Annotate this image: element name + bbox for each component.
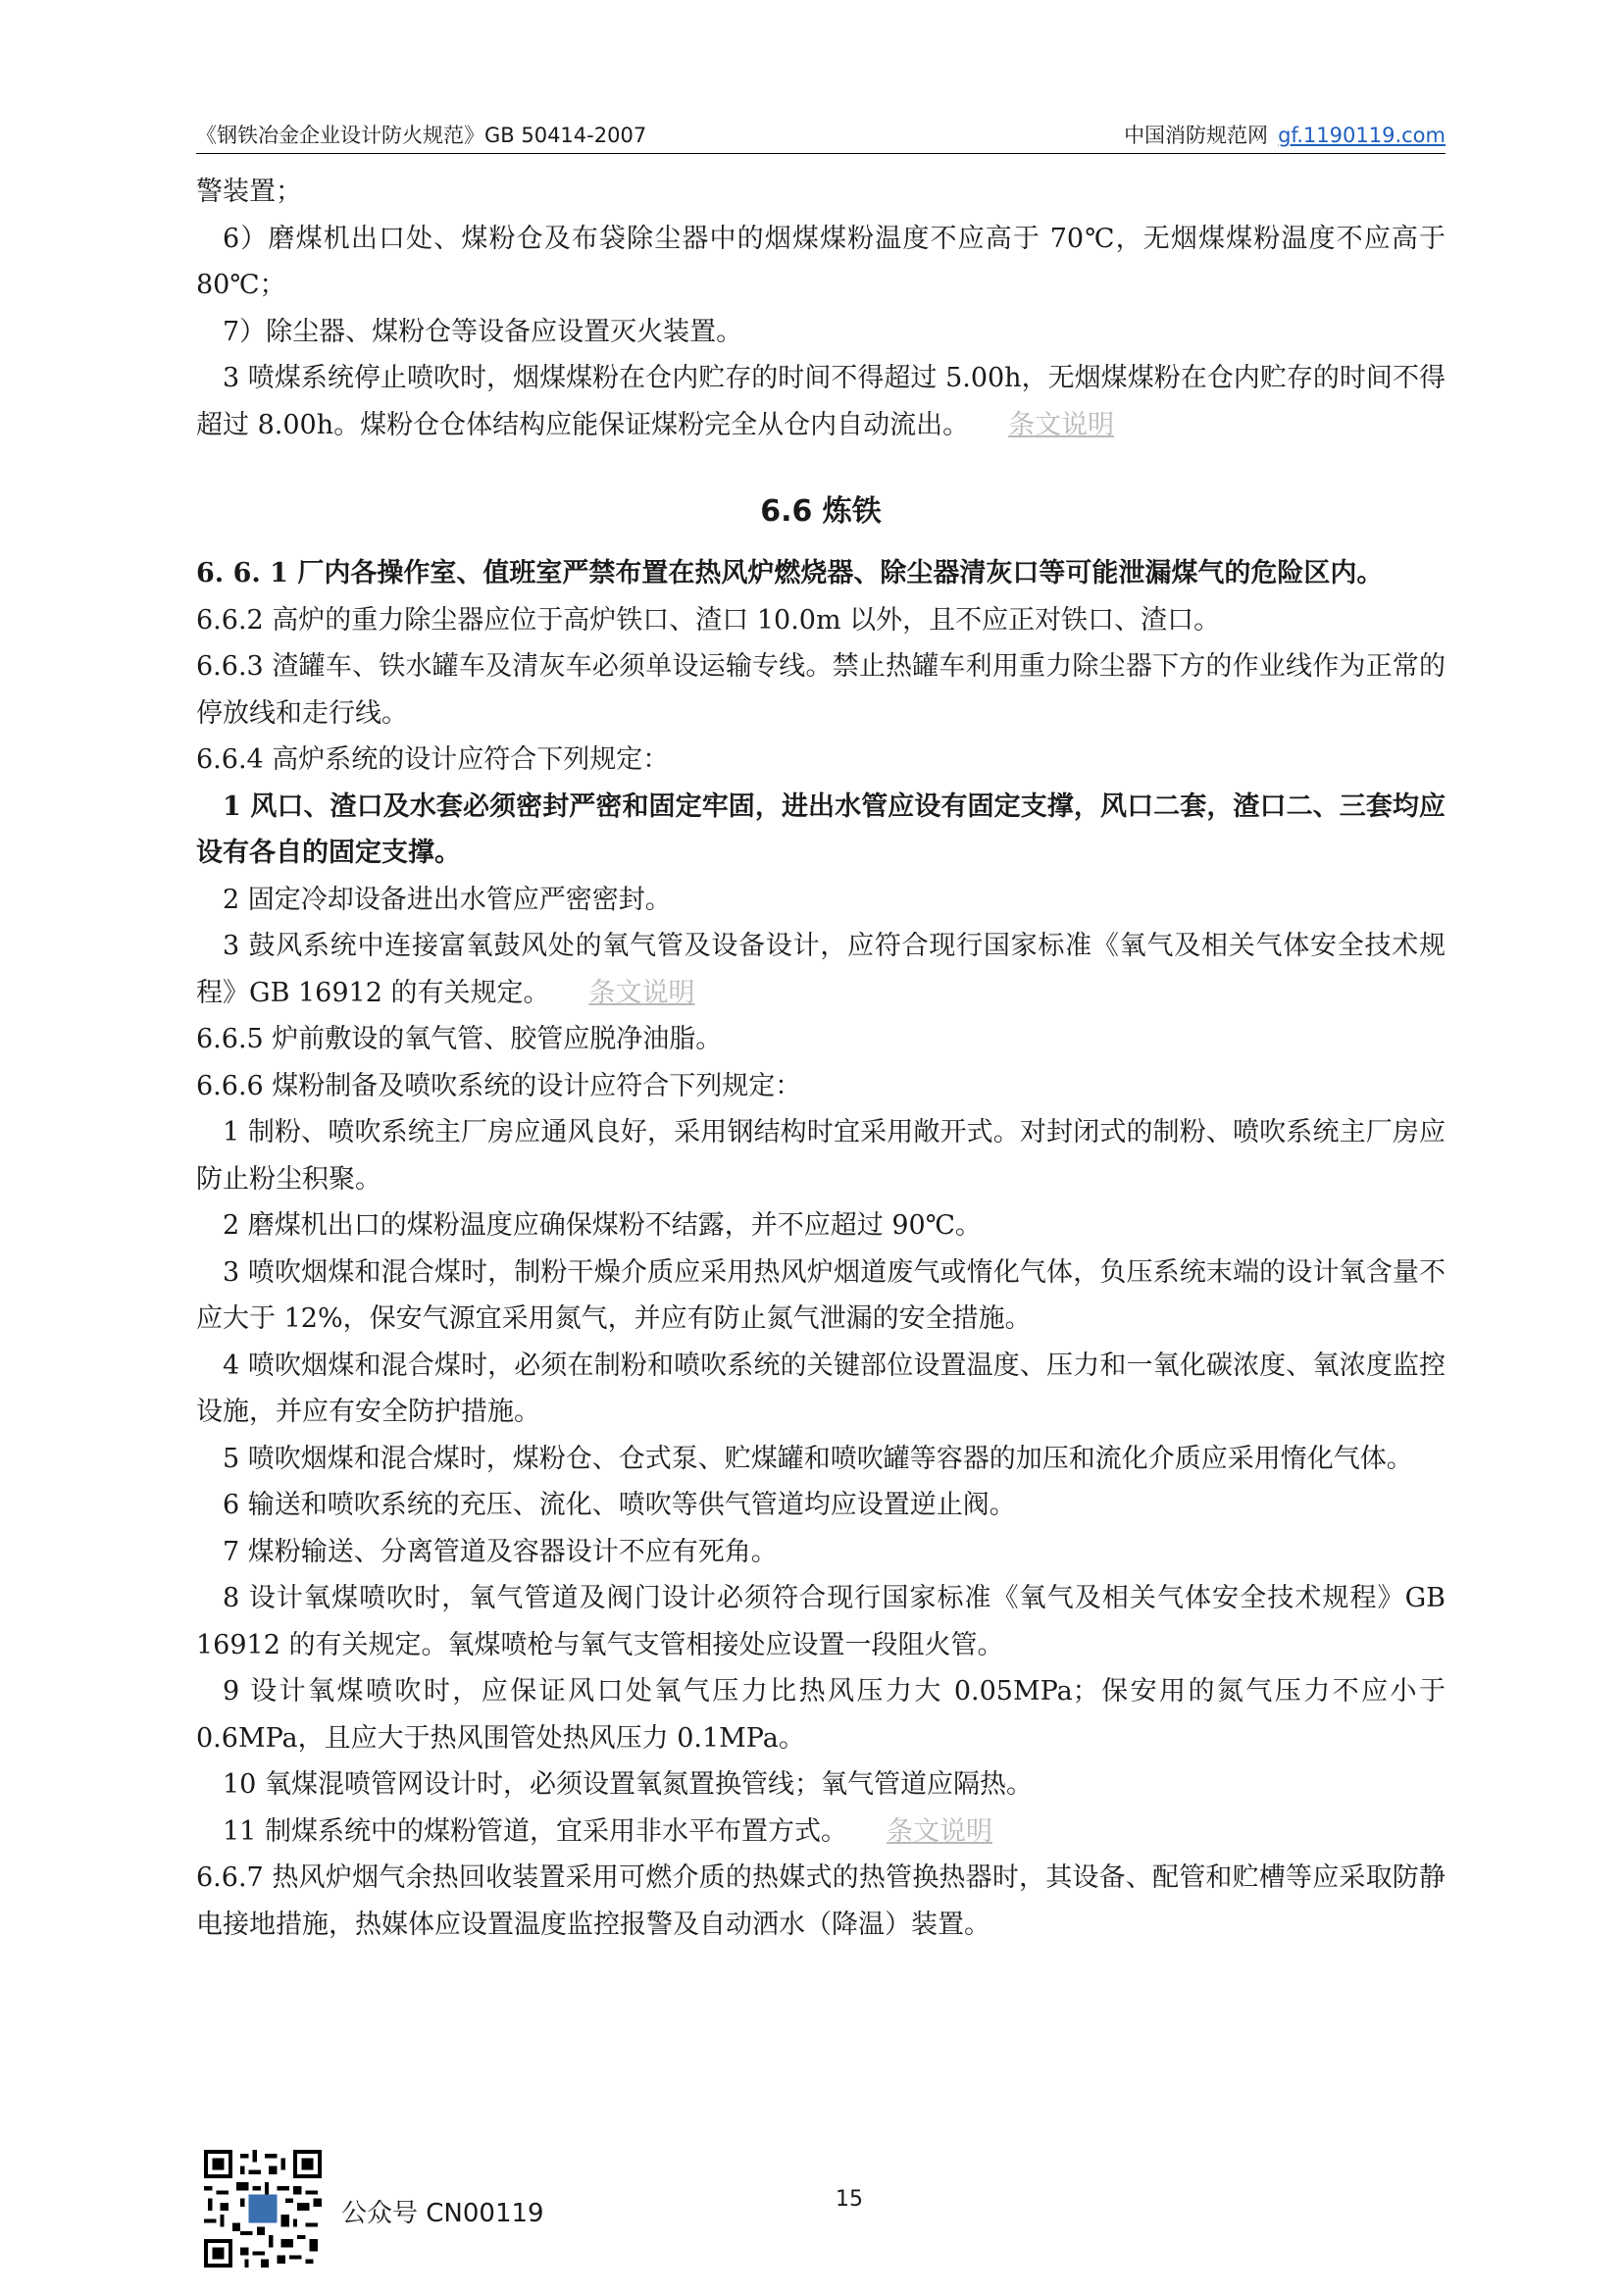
clause-6-6-6: 6.6.6 煤粉制备及喷吹系统的设计应符合下列规定： [196,1070,802,1101]
clause-item: 1 风口、渣口及水套必须密封严密和固定牢固，进出水管应设有固定支撑，风口二套，渣口二、三套均应设有各自的固定支撑。 [196,790,1446,868]
site-link[interactable]: gf.1190119.com [1278,124,1446,147]
document-body [196,169,1446,1948]
clause-item: 5 喷吹烟煤和混合煤时，煤粉仓、仓式泵、贮煤罐和喷吹罐等容器的加压和流化介质应采用惰化气体。 [223,1443,1413,1474]
clause-item: 2 固定冷却设备进出水管应严密密封。 [223,884,672,915]
clause-item [196,923,1446,1016]
paragraph: 警装置； [196,177,302,207]
clause-item: 9 设计氧煤喷吹时，应保证风口处氧气压力比热风压力大 0.05MPa；保安用的氮气压力不应小于 0.6MPa，且应大于热风围管处热风压力 0.1MPa。 [196,1676,1446,1754]
clause-6-6-5: 6.6.5 炉前敷设的氧气管、胶管应脱净油脂。 [196,1024,723,1054]
clause-6-6-1: 6. 6. 1 厂内各操作室、值班室严禁布置在热风炉燃烧器、除尘器清灰口等可能泄漏煤气的危险区内。 [196,558,1384,588]
clause-6-6-2: 6.6.2 高炉的重力除尘器应位于高炉铁口、渣口 10.0m 以外，且不应正对铁口、渣口。 [196,604,1221,636]
clause-item: 3 喷吹烟煤和混合煤时，制粉干燥介质应采用热风炉烟道废气或惰化气体，负压系统末端的设计氧含量不应大于 12%，保安气源宜采用氮气，并应有防止氮气泄漏的安全措施。 [196,1256,1446,1334]
clause-text: 3 喷煤系统停止喷吹时，烟煤煤粉在仓内贮存的时间不得超过 5.00h，无烟煤煤粉在仓内贮存的时间不得超过 8.00h。煤粉仓仓体结构应能保证煤粉完全从仓内自动流出。 [196,363,1446,440]
qr-code-icon [204,2150,322,2268]
clause-6-6-3: 6.6.3 渣罐车、铁水罐车及清灰车必须单设运输专线。禁止热罐车利用重力除尘器下方的作业线作为正常的停放线和走行线。 [196,651,1446,729]
clause-item: 8 设计氧煤喷吹时，氧气管道及阀门设计必须符合现行国家标准《氧气及相关气体安全技术规程》GB 16912 的有关规定。氧煤喷枪与氧气支管相接处应设置一段阻火管。 [196,1583,1446,1660]
site-credit [1124,120,1446,149]
list-item: 7）除尘器、煤粉仓等设备应设置灭火装置。 [223,316,743,347]
page-number: 15 [836,2187,863,2212]
clause-explanation-link[interactable]: 条文说明 [1008,409,1115,440]
wechat-account: 公众号 CN00119 [341,2199,544,2228]
clause-text: 11 制煤系统中的煤粉管道，宜采用非水平布置方式。 [223,1815,847,1847]
page-header [196,116,1446,154]
clause-item: 2 磨煤机出口的煤粉温度应确保煤粉不结露，并不应超过 90℃。 [223,1210,982,1241]
document-title: 《钢铁冶金企业设计防火规范》GB 50414-2007 [196,124,647,147]
clause-item: 1 制粉、喷吹系统主厂房应通风良好，采用钢结构时宜采用敞开式。对封闭式的制粉、喷吹系统主厂房应防止粉尘积聚。 [196,1117,1446,1195]
clause-item: 4 喷吹烟煤和混合煤时，必须在制粉和喷吹系统的关键部位设置温度、压力和一氧化碳浓度、氧浓度监控设施，并应有安全防护措施。 [196,1350,1446,1427]
clause-explanation-link[interactable]: 条文说明 [886,1815,992,1847]
section-title: 6.6 炼铁 [760,494,882,529]
clause-item: 10 氧煤混喷管网设计时，必须设置氧氮置换管线；氧气管道应隔热。 [223,1769,1033,1800]
clause-item [196,355,1446,448]
clause-text: 3 鼓风系统中连接富氧鼓风处的氧气管及设备设计，应符合现行国家标准《氧气及相关气体安全技术规程》GB 16912 的有关规定。 [196,931,1446,1008]
list-item: 6）磨煤机出口处、煤粉仓及布袋除尘器中的烟煤煤粉温度不应高于 70℃，无烟煤煤粉温度不应高于 80℃； [196,223,1446,300]
site-name: 中国消防规范网 [1124,124,1269,147]
clause-item [196,1809,1446,1856]
clause-explanation-link[interactable]: 条文说明 [588,977,695,1008]
clause-item: 7 煤粉输送、分离管道及容器设计不应有死角。 [223,1536,778,1567]
clause-item: 6 输送和喷吹系统的充压、流化、喷吹等供气管道均应设置逆止阀。 [223,1490,1016,1520]
clause-6-6-4: 6.6.4 高炉系统的设计应符合下列规定： [196,744,670,775]
clause-6-6-7: 6.6.7 热风炉烟气余热回收装置采用可燃介质的热媒式的热管换热器时，其设备、配管和贮槽等应采取防静电接地措施，热媒体应设置温度监控报警及自动洒水（降温）装置。 [196,1862,1446,1940]
